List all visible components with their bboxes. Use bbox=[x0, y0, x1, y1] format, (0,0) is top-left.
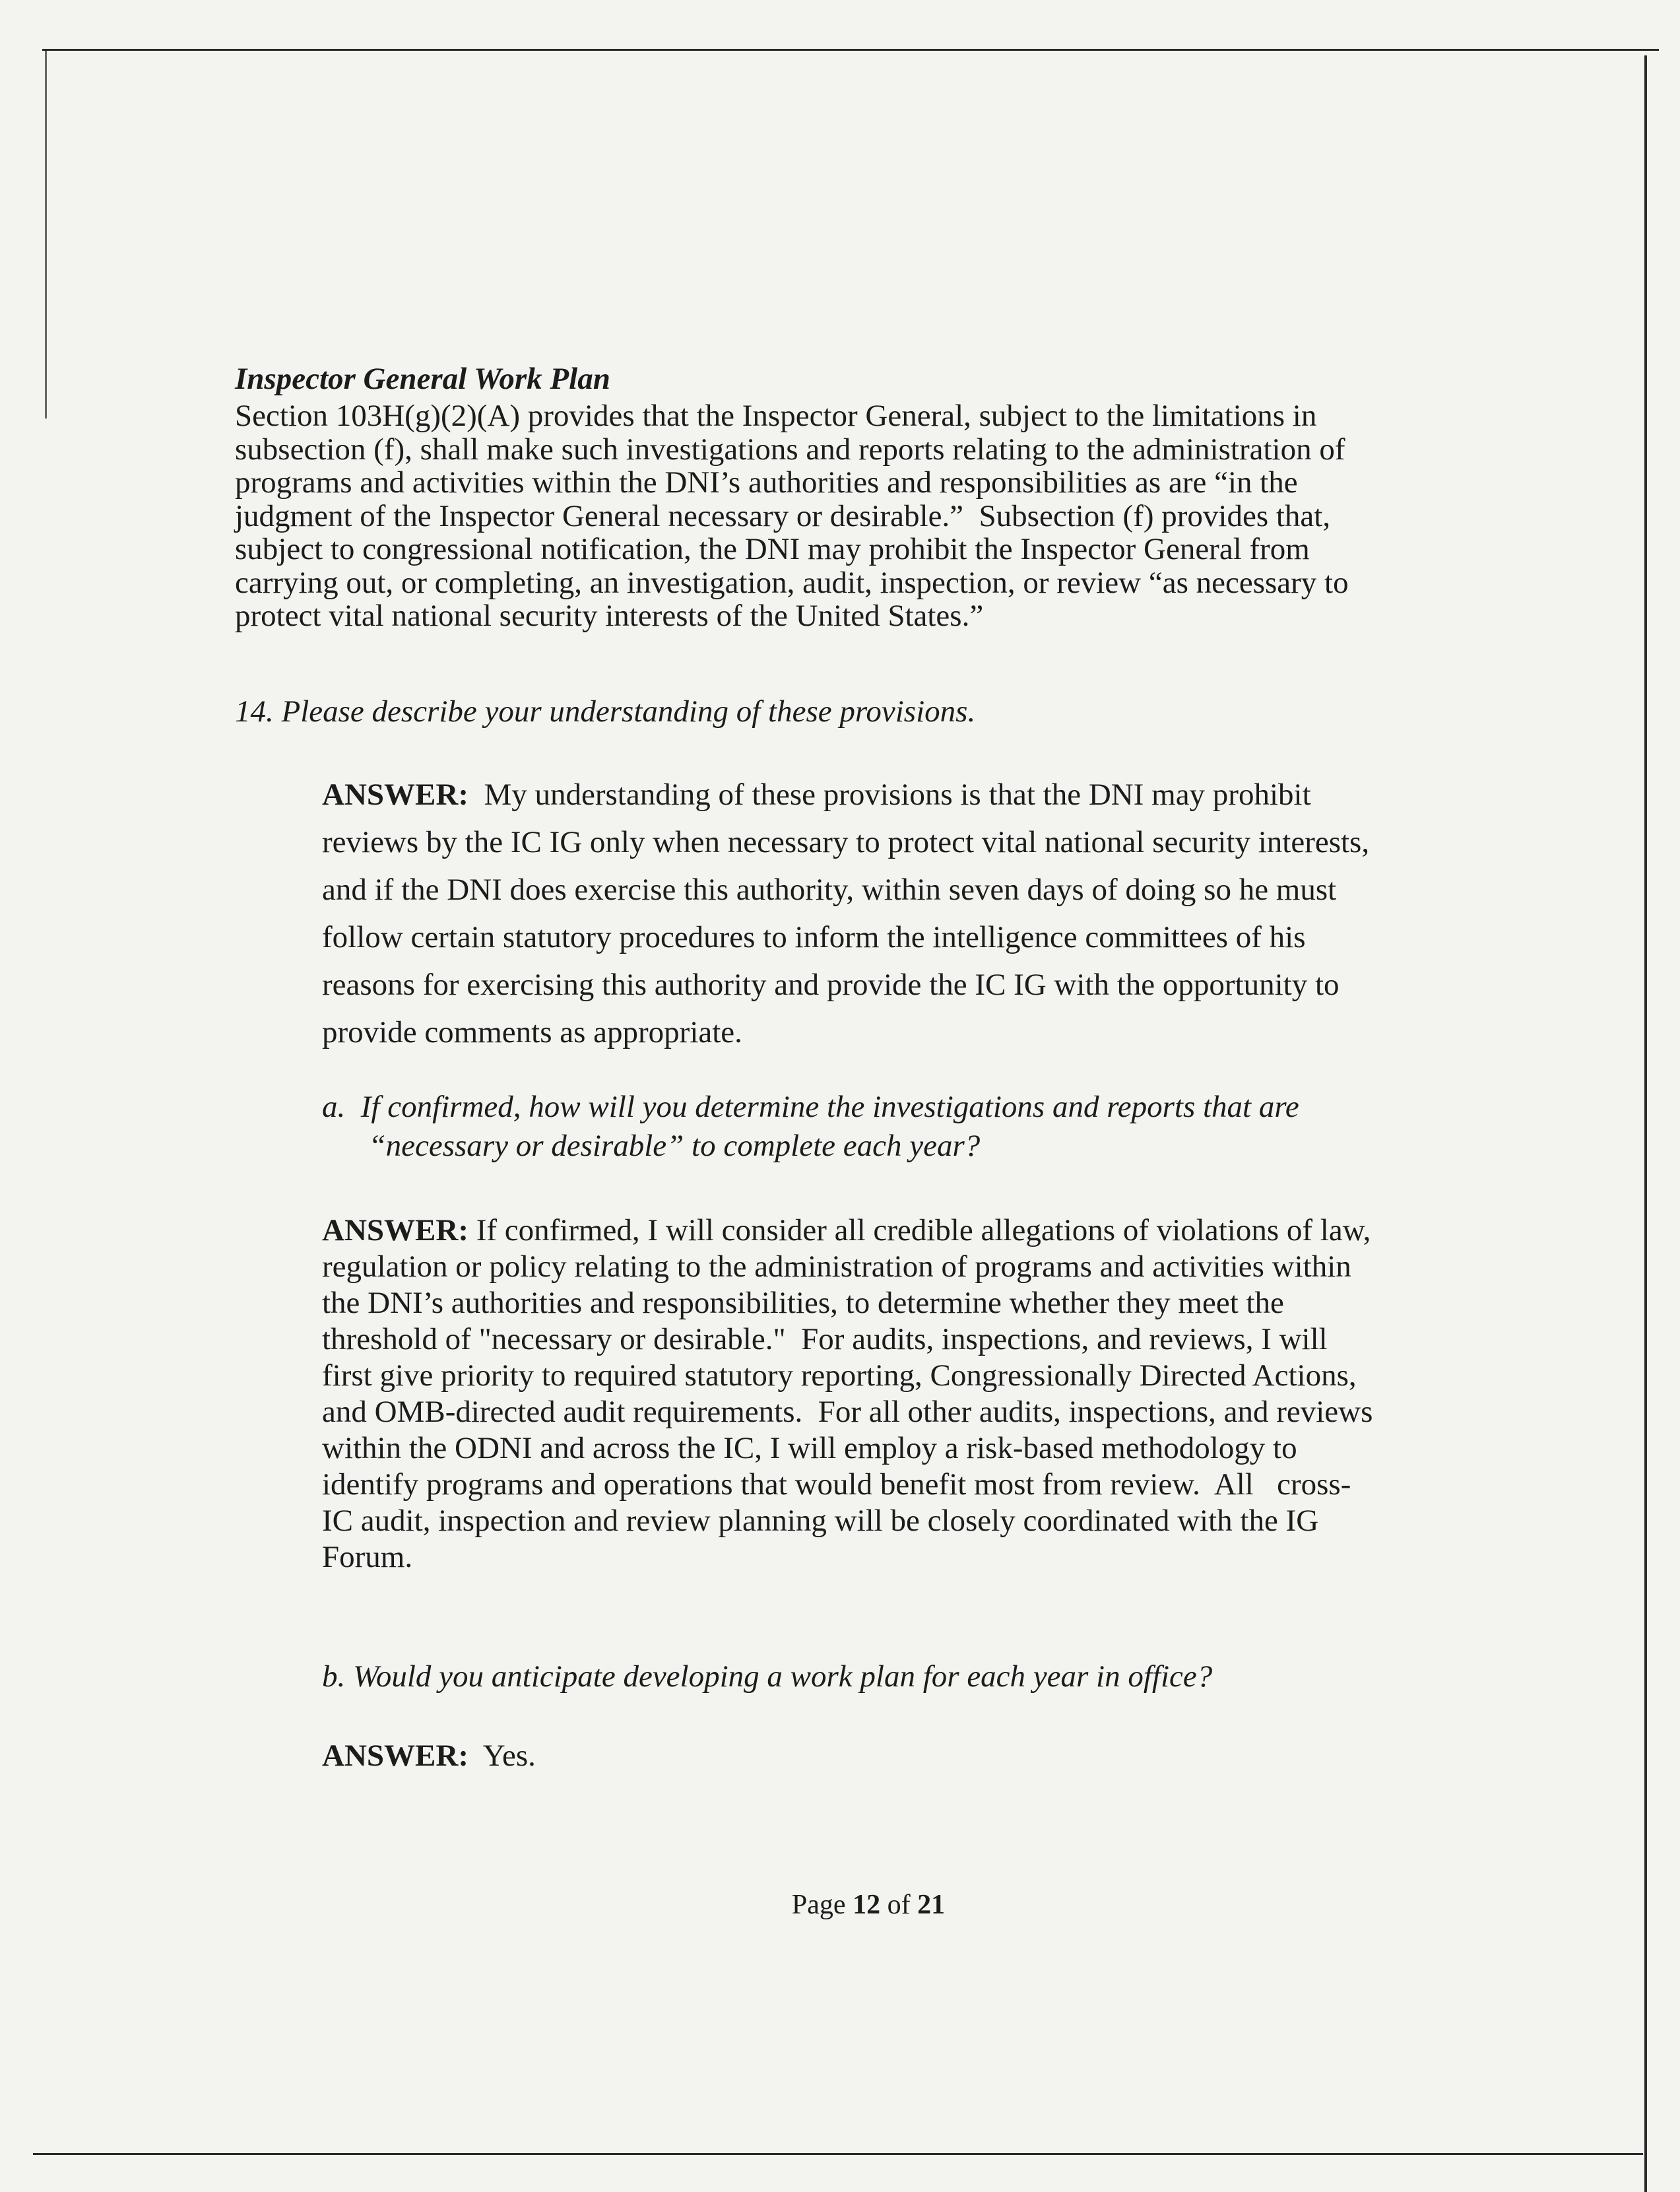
question-b: b. Would you anticipate developing a work plan for each year in office? bbox=[322, 1659, 1213, 1694]
text-line: subsection (f), shall make such investigations and reports relating to the administration of bbox=[235, 432, 1345, 467]
text-line bbox=[322, 1213, 1371, 1247]
answer-label: ANSWER: bbox=[322, 1739, 468, 1773]
text-line: “necessary or desirable” to complete each year? bbox=[322, 1129, 981, 1163]
text-line: reviews by the IC IG only when necessary to protect vital national security interests, bbox=[322, 825, 1370, 859]
right-border-line bbox=[1644, 55, 1647, 2192]
text-line: Forum. bbox=[322, 1540, 413, 1574]
text-line bbox=[322, 778, 1311, 812]
text-line: reasons for exercising this authority and provide the IC IG with the opportunity to bbox=[322, 968, 1340, 1002]
text-line: provide comments as appropriate. bbox=[322, 1015, 742, 1049]
answer-text: My understanding of these provisions is that the DNI may prohibit bbox=[468, 778, 1311, 812]
text-line: programs and activities within the DNI’s authorities and responsibilities as are “in the bbox=[235, 465, 1298, 500]
text-line: identify programs and operations that would benefit most from review. All cross- bbox=[322, 1467, 1351, 1502]
answer-b bbox=[322, 1739, 536, 1773]
answer-label: ANSWER: bbox=[322, 1213, 468, 1247]
text-line: first give priority to required statutory reporting, Congressionally Directed Actions, bbox=[322, 1358, 1357, 1393]
text-line: and if the DNI does exercise this authority, within seven days of doing so he must bbox=[322, 873, 1337, 907]
text-line: subject to congressional notification, the DNI may prohibit the Inspector General from bbox=[235, 532, 1310, 566]
answer-text: If confirmed, I will consider all credible allegations of violations of law, bbox=[468, 1213, 1371, 1247]
page-number: 12 bbox=[853, 1890, 881, 1920]
text-line: a. If confirmed, how will you determine the investigations and reports that are bbox=[322, 1090, 1299, 1124]
left-border-line bbox=[45, 49, 47, 418]
bottom-border-line bbox=[33, 2153, 1643, 2155]
answer-label: ANSWER: bbox=[322, 778, 468, 812]
section-heading: Inspector General Work Plan bbox=[235, 362, 610, 396]
text-line: regulation or policy relating to the administration of programs and activities within bbox=[322, 1249, 1351, 1284]
text-line: Section 103H(g)(2)(A) provides that the Inspector General, subject to the limitations in bbox=[235, 399, 1317, 433]
of-label: of bbox=[880, 1890, 918, 1920]
answer-text: Yes. bbox=[468, 1739, 536, 1773]
total-pages: 21 bbox=[917, 1890, 946, 1920]
text-line: carrying out, or completing, an investigation, audit, inspection, or review “as necessary to bbox=[235, 565, 1349, 600]
text-line: and OMB-directed audit requirements. For all other audits, inspections, and reviews bbox=[322, 1395, 1373, 1429]
text-line: IC audit, inspection and review planning will be closely coordinated with the IG bbox=[322, 1504, 1319, 1538]
text-line: protect vital national security interests of the United States.” bbox=[235, 599, 984, 633]
text-line: within the ODNI and across the IC, I will employ a risk-based methodology to bbox=[322, 1431, 1297, 1465]
text-line: judgment of the Inspector General necessary or desirable.” Subsection (f) provides that, bbox=[235, 498, 1331, 533]
text-line: follow certain statutory procedures to inform the intelligence committees of his bbox=[322, 920, 1306, 954]
top-border-line bbox=[42, 49, 1659, 51]
text-line: threshold of "necessary or desirable." For audits, inspections, and reviews, I will bbox=[322, 1322, 1328, 1356]
page-label: Page bbox=[791, 1890, 853, 1920]
question-14: 14. Please describe your understanding of these provisions. bbox=[235, 694, 976, 729]
text-line: the DNI’s authorities and responsibilities, to determine whether they meet the bbox=[322, 1286, 1284, 1320]
page-footer bbox=[0, 1889, 1680, 1921]
